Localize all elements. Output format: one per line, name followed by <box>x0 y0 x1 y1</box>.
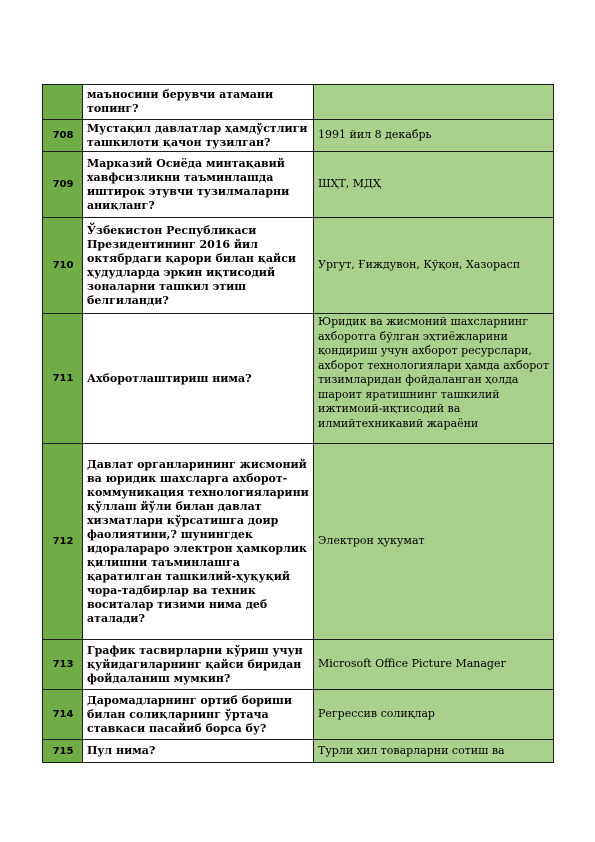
question-cell: Даромадларнинг ортиб бориши билан солиқларнинг ўртача ставкаси пасайиб борса бу? <box>83 690 314 740</box>
table-row <box>43 85 554 120</box>
question-cell: маъносини берувчи атамани топинг? <box>83 85 314 120</box>
question-cell: Марказий Осиёда минтақавий хавфсизликни таъминлашда иштирок этувчи тузилмаларни аниқланг? <box>83 152 314 218</box>
table-row <box>43 444 554 640</box>
answer-cell <box>314 85 554 120</box>
row-number: 715 <box>43 740 83 763</box>
table-row <box>43 640 554 690</box>
table-row <box>43 690 554 740</box>
row-number <box>43 85 83 120</box>
row-number: 713 <box>43 640 83 690</box>
answer-cell: Microsoft Office Picture Manager <box>314 640 554 690</box>
question-cell: Пул нима? <box>83 740 314 763</box>
answer-cell: Электрон ҳукумат <box>314 444 554 640</box>
row-number: 712 <box>43 444 83 640</box>
answer-cell: Регрессив солиқлар <box>314 690 554 740</box>
answer-cell: ШҲТ, МДҲ <box>314 152 554 218</box>
table-row <box>43 740 554 763</box>
table-row <box>43 152 554 218</box>
question-cell: Давлат органларининг жисмоний ва юридик шахсларга ахборот-коммуникация технологияларини қўллаш йўли билан давлат хизматлари кўрсатишга доир фаолиятини,? шунингдек идораларaро электрон ҳамкорлик қилишни таъминлашга қаратилган ташкилий-ҳуқуқий чора-тадбирлар ва техник воситалар тизими нима деб аталади? <box>83 444 314 640</box>
question-cell: График тасвирларни кўриш учун қуйидагиларнинг қайси биридан фойдаланиш мумкин? <box>83 640 314 690</box>
row-number: 714 <box>43 690 83 740</box>
row-number: 709 <box>43 152 83 218</box>
row-number: 711 <box>43 314 83 444</box>
question-cell: Ахборотлаштириш нима? <box>83 314 314 444</box>
questions-table <box>42 84 554 763</box>
answer-cell: Юридик ва жисмоний шахсларнинг ахборотга бўлган эҳтиёжларини қондириш учун ахборот ресурслари, ахборот технологиялари ҳамда ахборот тизимларидан фойдаланган ҳолда шароит яратишнинг ташкилий ижтимоий-иқтисодий ва илмийтехникавий жараёни <box>314 314 554 444</box>
table-row <box>43 120 554 152</box>
answer-cell: Турли хил товарларни сотиш ва <box>314 740 554 763</box>
row-number: 710 <box>43 218 83 314</box>
table-row <box>43 314 554 444</box>
answer-cell: Ургут, Ғиждувон, Кўқон, Хазорасп <box>314 218 554 314</box>
question-cell: Ўзбекистон Республикаси Президентининг 2016 йил октябрдаги қарори билан қайси ҳудудларда эркин иқтисодий зоналарни ташкил этиш белгиланди? <box>83 218 314 314</box>
table-row <box>43 218 554 314</box>
question-cell: Мустақил давлатлар ҳамдўстлиги ташкилоти қачон тузилган? <box>83 120 314 152</box>
row-number: 708 <box>43 120 83 152</box>
answer-cell: 1991 йил 8 декабрь <box>314 120 554 152</box>
